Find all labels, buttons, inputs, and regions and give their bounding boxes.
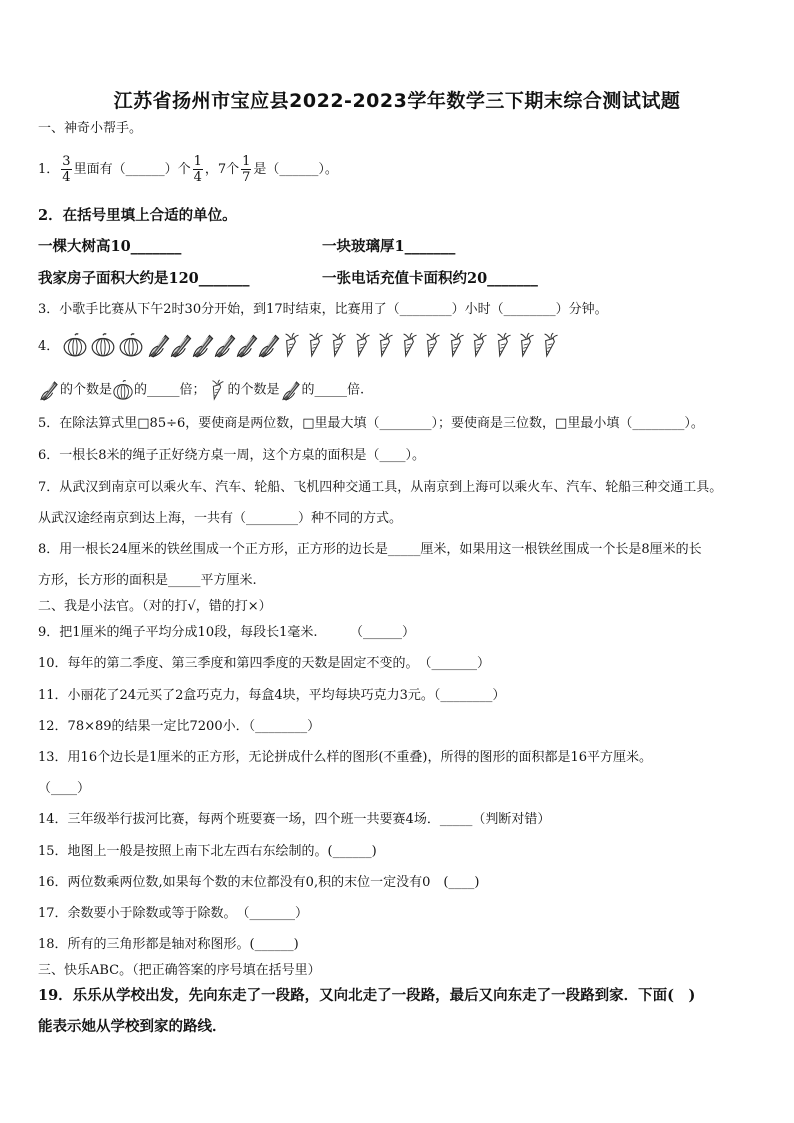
carrot-icon xyxy=(513,331,539,359)
carrot-icon xyxy=(278,331,304,359)
question-10: 10．每年的第二季度、第三季度和第四季度的天数是固定不变的。 （_______） xyxy=(38,656,491,671)
question-7-line-2: 从武汉途经南京到达上海，一共有（________）种不同的方式。 xyxy=(38,511,403,526)
carrot-icon xyxy=(419,331,445,359)
page-title: 江苏省扬州市宝应县2022-2023学年数学三下期末综合测试试题 xyxy=(113,90,681,112)
carrot-icon xyxy=(443,331,469,359)
question-8-line-1: 8．用一根长24厘米的铁丝围成一个正方形，正方形的边长是_____厘米，如果用这一根铁丝围成一个长是8厘米的长 xyxy=(38,542,702,557)
question-5: 5．在除法算式里□85÷6，要使商是两位数，□里最大填（________）；要使商是三位数，□里最小填（________）。 xyxy=(38,416,704,431)
carrot-icon xyxy=(372,331,398,359)
question-6: 6．一根长8米的绳子正好绕方桌一周，这个方桌的面积是（____）。 xyxy=(38,448,426,463)
carrot-icon xyxy=(325,331,351,359)
question-15: 15．地图上一般是按照上南下北左西右东绘制的。(______) xyxy=(38,844,377,859)
question-13-line-1: 13．用16个边长是1厘米的正方形，无论拼成什么样的图形(不重叠)，所得的图形的面积都是16平方厘米。 xyxy=(38,750,653,765)
q2-item-a: 一棵大树高10_______ xyxy=(38,238,182,255)
question-1: 1． $\frac{3}{4}$ 里面有（______）个 $\frac{1}{4}$ ，7个 $\frac{1}{7}$ 是（______）。 xyxy=(38,154,338,185)
question-2-heading: 2．在括号里填上合适的单位。 xyxy=(38,207,237,224)
question-8-line-2: 方形，长方形的面积是_____平方厘米. xyxy=(38,573,257,588)
fraction-1-4: $\frac{1}{4}$ xyxy=(193,154,202,185)
pumpkin-icon xyxy=(112,378,134,402)
carrot-icon xyxy=(490,331,516,359)
q2-item-d: 一张电话充值卡面积约20_______ xyxy=(322,270,538,287)
carrot-icon xyxy=(396,331,422,359)
question-13-line-2: （____） xyxy=(38,781,91,796)
pumpkin-icon xyxy=(90,331,116,359)
carrot-icon xyxy=(537,331,563,359)
question-19-line-1: 19．乐乐从学校出发，先向东走了一段路，又向北走了一段路，最后又向东走了一段路到家．下面( ) xyxy=(38,987,696,1004)
question-17: 17．余数要小于除数或等于除数。 （_______） xyxy=(38,906,309,921)
carrot-icon xyxy=(349,331,375,359)
pumpkin-icon xyxy=(118,331,144,359)
fraction-1-7: $\frac{1}{7}$ xyxy=(242,154,251,185)
question-14: 14．三年级举行拔河比赛，每两个班要赛一场，四个班一共要赛4场．_____（判断对错） xyxy=(38,812,551,827)
question-4-number: 4． xyxy=(38,339,60,354)
pumpkin-icon xyxy=(62,331,88,359)
carrot-icon xyxy=(466,331,492,359)
question-18: 18．所有的三角形都是轴对称图形。(______) xyxy=(38,937,299,952)
carrot-icon xyxy=(206,378,228,402)
question-7-line-1: 7．从武汉到南京可以乘火车、汽车、轮船、飞机四种交通工具，从南京到上海可以乘火车、汽车、轮船三种交通工具。 xyxy=(38,480,723,495)
question-2-row-1 xyxy=(38,238,181,256)
section-1-heading: 一、神奇小帮手。 xyxy=(38,121,143,136)
section-2-heading: 二、我是小法官。（对的打√，错的打×） xyxy=(38,599,272,614)
question-4-text: 的个数是 的_____倍； 的个数是 的_____倍. xyxy=(38,378,364,403)
question-16: 16．两位数乘两位数,如果每个数的末位都没有0,积的末位一定没有0 (____) xyxy=(38,875,480,890)
corn-icon xyxy=(38,378,60,402)
question-11: 11．小丽花了24元买了2盒巧克力，每盒4块，平均每块巧克力3元。（________） xyxy=(38,688,506,703)
question-3: 3．小歌手比赛从下午2时30分开始，到17时结束，比赛用了（________）小时（________）分钟。 xyxy=(38,302,608,317)
q2-item-c: 我家房子面积大约是120_______ xyxy=(38,270,250,287)
carrot-icon xyxy=(302,331,328,359)
section-3-heading: 三、快乐ABC。（把正确答案的序号填在括号里） xyxy=(38,963,321,978)
q2-item-b: 一块玻璃厚1_______ xyxy=(322,238,456,255)
question-19-line-2: 能表示她从学校到家的路线． xyxy=(38,1018,227,1035)
question-9: 9．把1厘米的绳子平均分成10段，每段长1毫米. （______） xyxy=(38,625,415,640)
fraction-3-4: $\frac{3}{4}$ xyxy=(62,154,71,185)
question-12: 12．78×89的结果一定比7200小．（________） xyxy=(38,719,321,734)
corn-icon xyxy=(280,378,302,402)
